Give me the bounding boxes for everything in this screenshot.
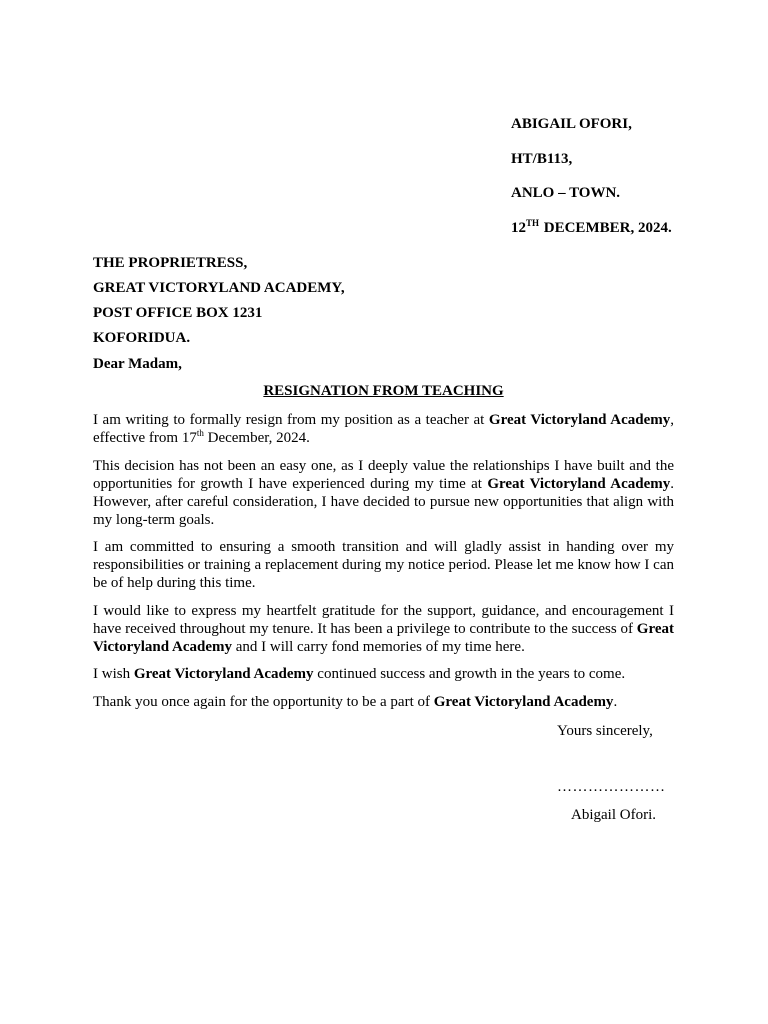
p1-text-c: December, 2024.: [203, 430, 310, 446]
signature-name: Abigail Ofori.: [571, 807, 656, 823]
recipient-title: THE PROPRIETRESS,: [93, 255, 248, 271]
school-name: Great Victoryland Academy: [133, 666, 314, 682]
p5-text-a: I wish: [93, 666, 134, 682]
sender-date: [511, 217, 672, 255]
body-paragraph-6: [93, 693, 674, 711]
body-paragraph-2: [93, 457, 674, 529]
sender-name: ABIGAIL OFORI,: [511, 116, 632, 132]
letter-subject: RESIGNATION FROM TEACHING: [263, 383, 504, 399]
p1-text-a: I am writing to formally resign from my position as a teacher at: [93, 412, 489, 428]
letter-body: [93, 411, 674, 720]
sender-house-number: HT/B113,: [511, 150, 573, 167]
p4-text-a: I would like to express my heartfelt gratitude for the support, guidance, and encouragement I have received throughout my tenure. It has been a privilege to contribute to the success of: [93, 602, 674, 637]
p1-text-b: , effective from 17: [93, 412, 675, 446]
p1-date-suffix: th: [196, 428, 204, 438]
recipient-post-box: POST OFFICE BOX 1231: [93, 305, 263, 321]
p6-text-a: Thank you once again for the opportunity to be a part of: [93, 693, 434, 710]
sender-address-block: [511, 116, 672, 254]
date-day: 12: [511, 219, 526, 236]
school-name: Great Victoryland Academy: [433, 693, 614, 710]
signature-line: …………………: [557, 779, 666, 795]
recipient-school: GREAT VICTORYLAND ACADEMY,: [93, 280, 345, 296]
p2-text-b: . However, after careful consideration, I have decided to pursue new opportunities that align with my long-term goals.: [93, 475, 674, 528]
sender-town: ANLO – TOWN.: [511, 185, 621, 201]
body-paragraph-1: [93, 411, 674, 447]
date-suffix: TH: [526, 217, 540, 228]
salutation: Dear Madam,: [93, 356, 182, 372]
school-name: Great Victoryland Academy: [93, 620, 674, 655]
p2-text-a: This decision has not been an easy one, as I deeply value the relationships I have built and the opportunities for growth I have experienced during my time at: [93, 457, 674, 492]
recipient-address-block: [93, 255, 345, 355]
school-name: Great Victoryland Academy: [488, 412, 671, 428]
closing-phrase: Yours sincerely,: [557, 723, 653, 739]
school-name: Great Victoryland Academy: [487, 475, 671, 492]
date-month-year: DECEMBER, 2024.: [540, 219, 672, 236]
body-paragraph-3: I am committed to ensuring a smooth transition and will gladly assist in handing over my responsibilities or training a replacement during my notice period. Please let me know how I can be of help during this time.: [93, 539, 674, 591]
p6-text-b: .: [613, 693, 618, 710]
body-paragraph-5: [93, 665, 674, 683]
p4-text-b: and I will carry fond memories of my time here.: [232, 638, 525, 655]
body-paragraph-4: [93, 602, 674, 656]
p5-text-b: continued success and growth in the years to come.: [313, 666, 626, 682]
recipient-city: KOFORIDUA.: [93, 330, 191, 346]
